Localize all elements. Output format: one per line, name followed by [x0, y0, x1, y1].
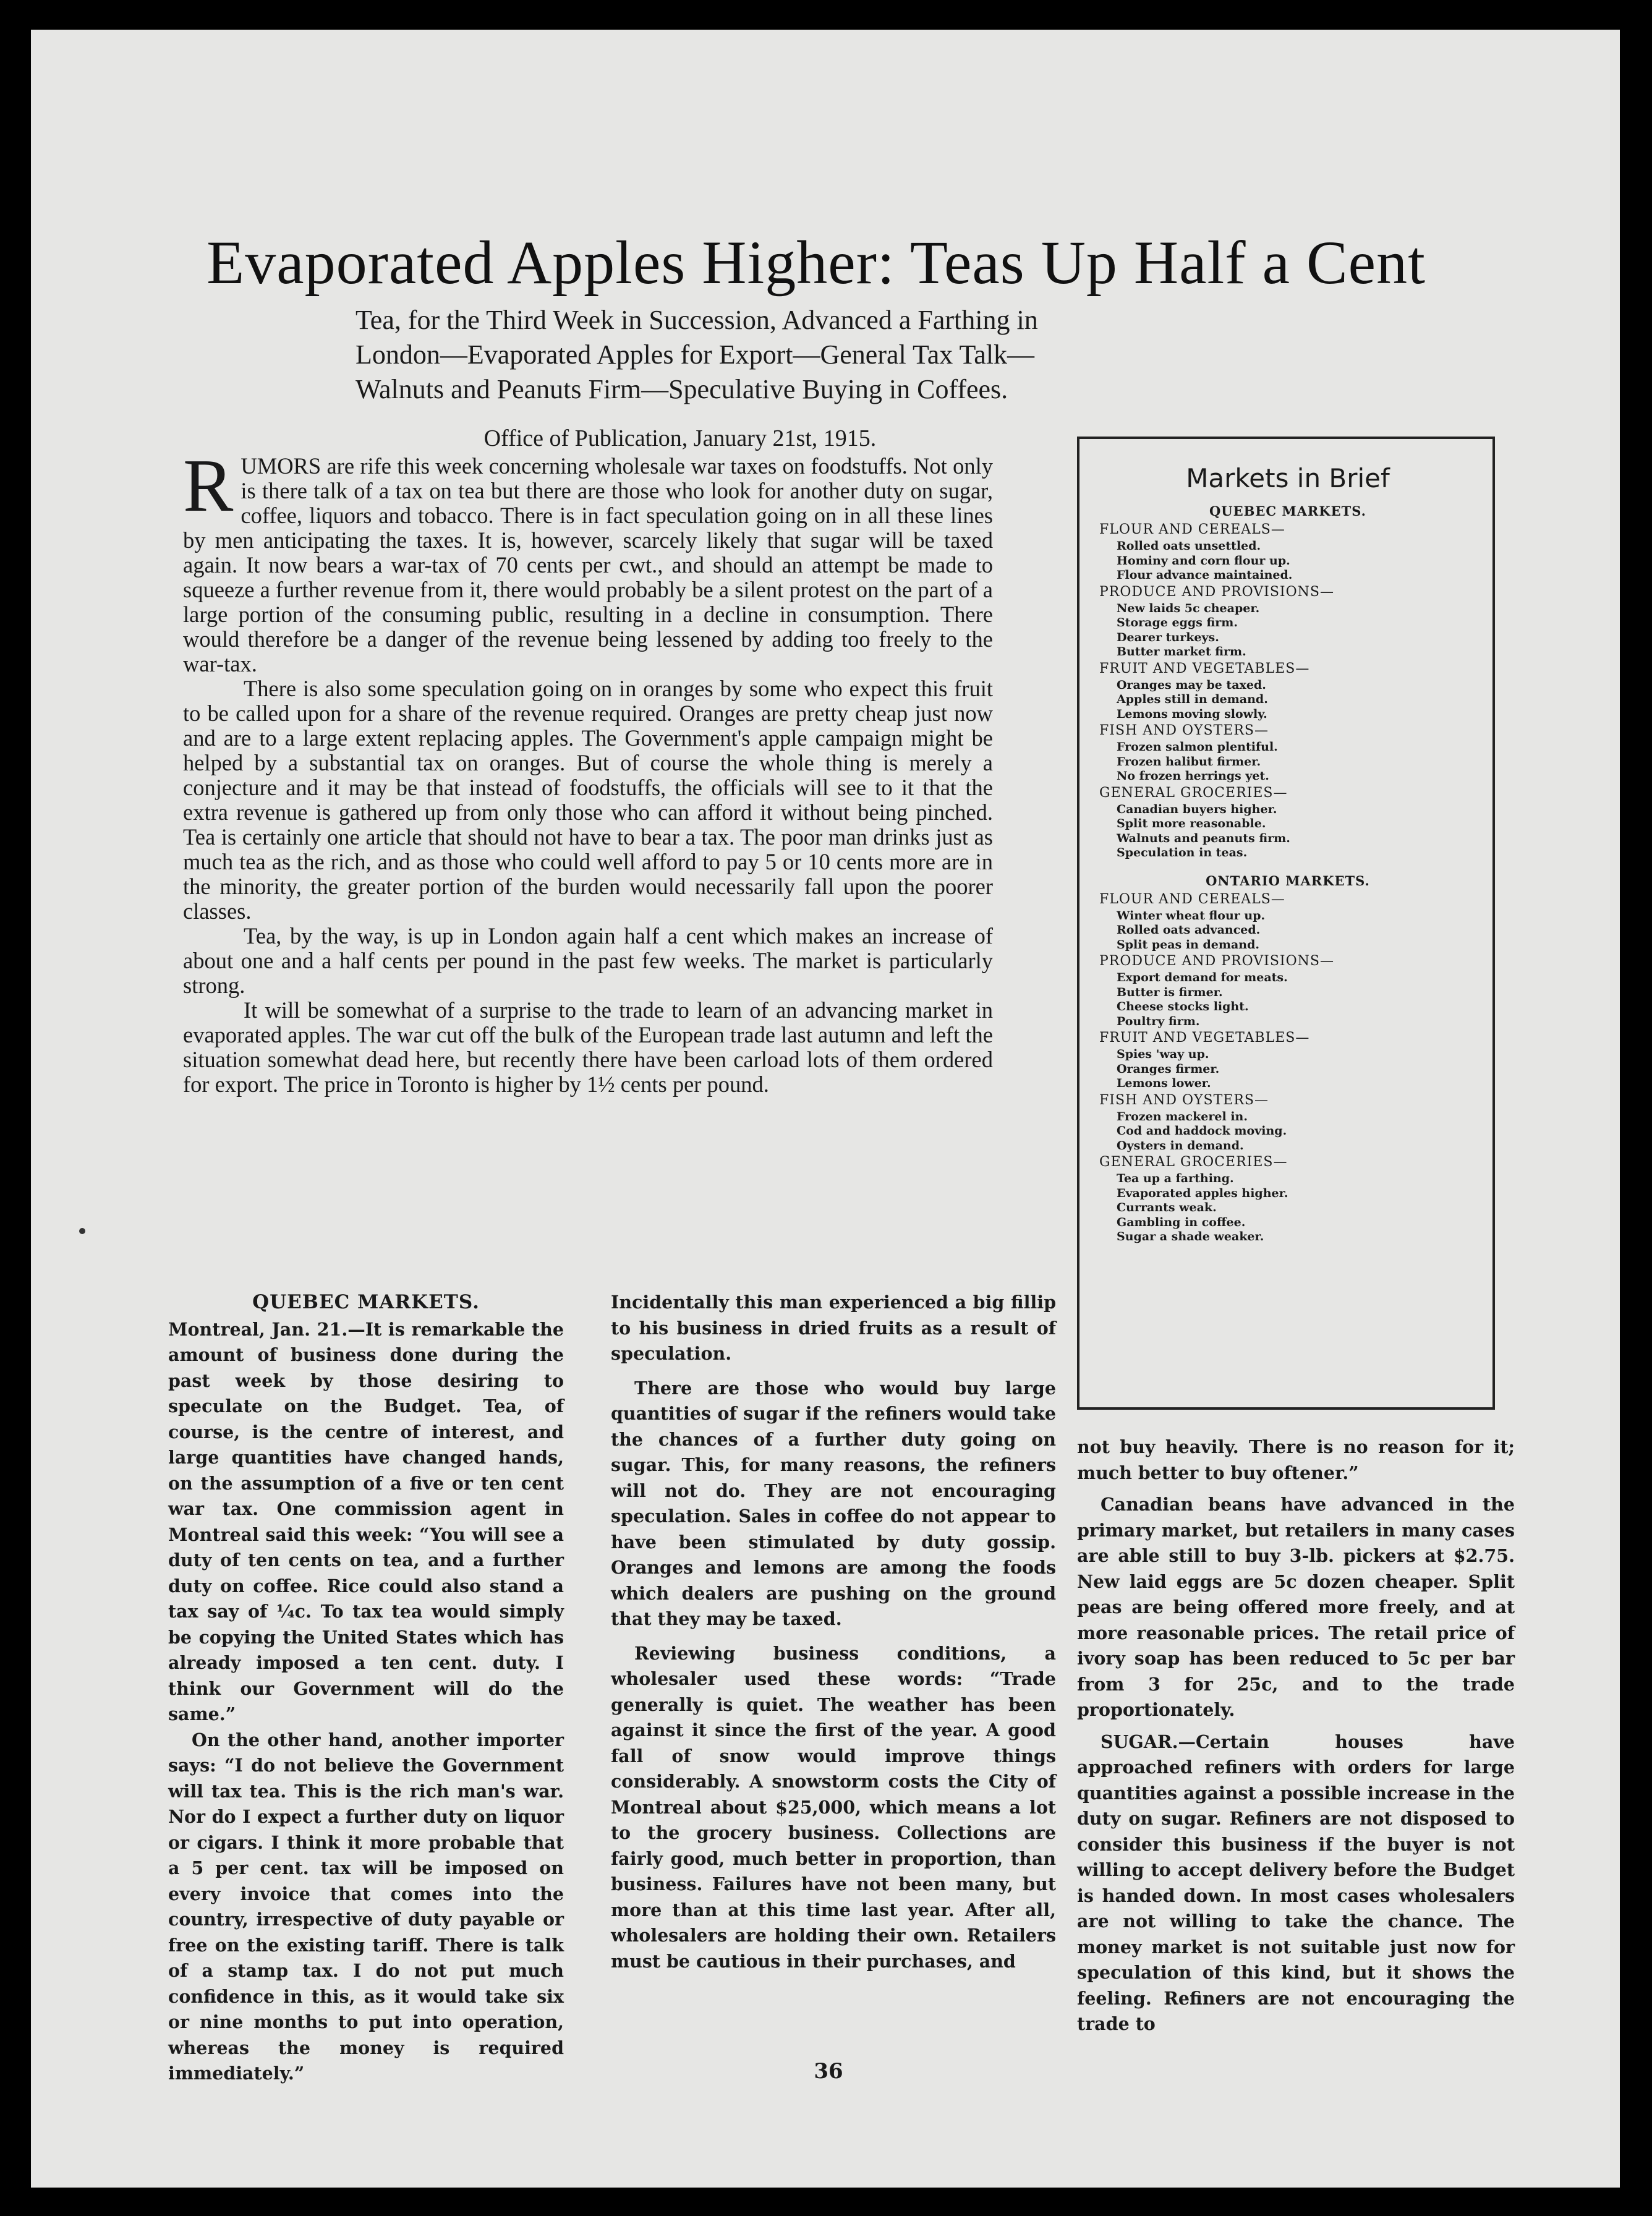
body-paragraph: Montreal, Jan. 21.—It is remarkable the amount of business done during the past week by those desiring to speculate on the Budget. Tea, of course, is the centre of interest, and large quantities have changed hands, on the assumption of a five or ten cent war tax. One commission agent in Montreal said this week: “You will see a duty of ten cents on tea, and a further duty on coffee. Rice could also stand a tax say of ¼c. To tax tea would simply be copying the United States which has already imposed a ten cent. duty. I think our Government will do the same.” [168, 1318, 564, 1724]
brief-item: Canadian buyers higher. [1117, 802, 1277, 816]
intro-paragraph: Tea, by the way, is up in London again half a cent which makes an increase of about one and a half cents per pound in the past few weeks. The market is particularly strong. [183, 923, 993, 998]
brief-item: Cheese stocks light. [1117, 1000, 1249, 1013]
brief-market-heading: ONTARIO MARKETS. [1206, 872, 1370, 889]
brief-item: Rolled oats advanced. [1117, 923, 1261, 937]
brief-item: Currants weak. [1117, 1201, 1217, 1214]
body-paragraph: Reviewing business conditions, a wholesaler used these words: “Trade generally is quiet. The weather has been against it since the first of the year. A good fall of snow would improve things considerably. A snowstorm costs the City of Montreal about $25,000, which means a lot to the grocery business. Collections are fairly good, much better in proportion, than business. Failures have not been many, but more than at this time last year. After all, wholesalers are holding their own. Retailers must be cautious in their purchases, and [611, 1642, 1056, 1972]
brief-item: Lemons moving slowly. [1117, 707, 1267, 721]
article-subtitle [356, 303, 1376, 407]
brief-section-heading: FRUIT AND VEGETABLES— [1099, 660, 1310, 676]
section-heading: QUEBEC MARKETS. [252, 1291, 480, 1313]
brief-item: Evaporated apples higher. [1117, 1186, 1288, 1200]
brief-section-heading: FRUIT AND VEGETABLES— [1099, 1030, 1310, 1046]
brief-item: Hominy and corn flour up. [1117, 553, 1290, 568]
subtitle-line: London—Evaporated Apples for Export—General Tax Talk— [356, 339, 1035, 370]
column-quebec-markets [168, 1290, 564, 2087]
brief-section-heading: PRODUCE AND PROVISIONS— [1099, 953, 1334, 969]
intro-text [183, 444, 993, 1097]
brief-section-heading: PRODUCE AND PROVISIONS— [1099, 584, 1334, 600]
body-paragraph: Canadian beans have advanced in the primary market, but retailers in many cases are able still to buy 3-lb. pickers at $2.75. New laid eggs are 5c dozen cheaper. Split peas are being offered more freely, and at more reasonable prices. The retail price of ivory soap has been reduced to 5c per bar from 3 for 25c, and to the trade proportionately. [1077, 1494, 1515, 1720]
brief-item: Split more reasonable. [1117, 817, 1266, 830]
brief-item: Oysters in demand. [1117, 1138, 1244, 1153]
column-three [1077, 1434, 1515, 2037]
intro-paragraph-text: UMORS are rife this week concerning wholesale war taxes on foodstuffs. Not only is there talk of a tax on tea but there are those who look for another duty on sugar, coffee, liquors and tobacco. There is in fact speculation going on in all these lines by men anticipating the taxes. It is, however, scarcely likely that sugar will be taxed again. It now bears a war-tax of 70 cents per cwt., and should an attempt be made to squeeze a further revenue from it, there would probably be a silent protest on the part of a large portion of the consuming public, resulting in a decline in consumption. There would therefore be a danger of the revenue being lessened by adding too freely to the war-tax. [183, 453, 993, 676]
brief-item: Split peas in demand. [1117, 937, 1259, 952]
brief-item: Spies 'way up. [1117, 1047, 1209, 1061]
brief-item: Butter market firm. [1117, 645, 1246, 658]
brief-title: Markets in Brief [1186, 463, 1390, 493]
brief-item: Apples still in demand. [1117, 692, 1268, 706]
brief-item: Export demand for meats. [1117, 971, 1288, 984]
body-paragraph: There are those who would buy large quantities of sugar if the refiners would take the chances of a further duty going on sugar. This, for many reasons, the refiners will not do. They are not encouraging speculation. Sales in coffee do not appear to have been stimulated by duty gossip. Oranges and lemons are among the foods which dealers are pushing on the ground that they may be taxed. [611, 1377, 1056, 1629]
brief-section-heading: GENERAL GROCERIES— [1099, 785, 1288, 801]
brief-item: Butter is firmer. [1117, 985, 1223, 999]
brief-item: Oranges firmer. [1117, 1062, 1220, 1076]
brief-section-heading: FLOUR AND CEREALS— [1099, 891, 1285, 907]
brief-item: Frozen halibut firmer. [1117, 754, 1261, 769]
brief-item: No frozen herrings yet. [1117, 769, 1269, 783]
intro-paragraph: It will be somewhat of a surprise to the trade to learn of an advancing market in evaporated apples. The war cut off the bulk of the European trade last autumn and left the situation somewhat dead here, but recently there have been carload lots of them ordered for export. The price in Toronto is higher by 1½ cents per pound. [183, 997, 993, 1097]
print-speck [79, 1228, 85, 1234]
brief-item: Tea up a farthing. [1117, 1172, 1234, 1185]
brief-item: Cod and haddock moving. [1117, 1124, 1287, 1138]
brief-item: Gambling in coffee. [1117, 1215, 1246, 1229]
dateline: Office of Publication, January 21st, 1915. [483, 425, 877, 451]
brief-item: Poultry firm. [1117, 1014, 1200, 1028]
intro-paragraph [183, 444, 993, 676]
brief-section-heading: FLOUR AND CEREALS— [1099, 522, 1285, 537]
brief-section-heading: FISH AND OYSTERS— [1099, 723, 1269, 738]
page-number: 36 [814, 2059, 843, 2084]
brief-item: Oranges may be taxed. [1117, 678, 1266, 692]
body-paragraph: Incidentally this man experienced a big fillip to his business in dried fruits as a result of speculation. [611, 1292, 1056, 1364]
brief-item: Lemons lower. [1117, 1076, 1211, 1090]
column-two [611, 1290, 1056, 1974]
brief-item: New laids 5c cheaper. [1117, 601, 1260, 615]
body-paragraph: not buy heavily. There is no reason for it; much better to buy oftener.” [1077, 1436, 1515, 1483]
subtitle-line: Walnuts and Peanuts Firm—Speculative Buying in Coffees. [356, 374, 1008, 404]
drop-cap: R [183, 444, 234, 527]
brief-market-heading: QUEBEC MARKETS. [1209, 503, 1366, 519]
brief-section-heading: FISH AND OYSTERS— [1099, 1092, 1269, 1108]
markets-in-brief-box [1077, 437, 1495, 1410]
brief-item: Frozen salmon plentiful. [1117, 740, 1278, 754]
brief-item: Sugar a shade weaker. [1117, 1230, 1264, 1243]
brief-item: Rolled oats unsettled. [1117, 539, 1261, 553]
brief-section-heading: GENERAL GROCERIES— [1099, 1154, 1288, 1170]
subtitle-line: Tea, for the Third Week in Succession, Advanced a Farthing in [356, 305, 1038, 335]
brief-item: Walnuts and peanuts firm. [1117, 831, 1290, 845]
article-title: Evaporated Apples Higher: Teas Up Half a Cent [206, 228, 1426, 297]
intro-paragraph: There is also some speculation going on in oranges by some who expect this fruit to be called upon for a share of the revenue required. Oranges are pretty cheap just now and are to a large extent replacing apples. The Government's apple campaign might be helped by a substantial tax on oranges. But of course the whole thing is merely a conjecture and it may be that instead of foodstuffs, the officials will see to it that the extra revenue is gathered up from only those who can afford it without being pinched. Tea is certainly one article that should not have to bear a tax. The poor man drinks just as much tea as the rich, and as those who could well afford to pay 5 or 10 cents more are in the minority, the greater portion of the burden would necessarily fall upon the poorer classes. [183, 676, 993, 924]
brief-item: Speculation in teas. [1117, 846, 1248, 859]
brief-item: Winter wheat flour up. [1117, 908, 1266, 923]
body-paragraph: SUGAR.—Certain houses have approached refiners with orders for large quantities against a possible increase in the duty on sugar. Refiners are not disposed to consider this business if the buyer is not willing to accept delivery before the Budget is handed down. In most cases wholesalers are not willing to take the chance. The money market is not suitable just now for speculation of this kind, but it shows the feeling. Refiners are not encouraging the trade to [1077, 1731, 1515, 2034]
body-paragraph: On the other hand, another importer says: “I do not believe the Government will tax tea. This is the rich man's war. Nor do I expect a further duty on liquor or cigars. I think it more probable that a 5 per cent. tax will be imposed on every invoice that comes into the country, irrespective of duty payable or free on the existing tariff. There is talk of a stamp tax. I do not put much confidence in this, as it would take six or nine months to put into operation, whereas the money is required immediately.” [168, 1729, 564, 2084]
brief-item: Dearer turkeys. [1117, 630, 1219, 644]
brief-item: Flour advance maintained. [1117, 568, 1293, 582]
brief-item: Frozen mackerel in. [1117, 1109, 1248, 1123]
brief-item: Storage eggs firm. [1117, 616, 1238, 629]
